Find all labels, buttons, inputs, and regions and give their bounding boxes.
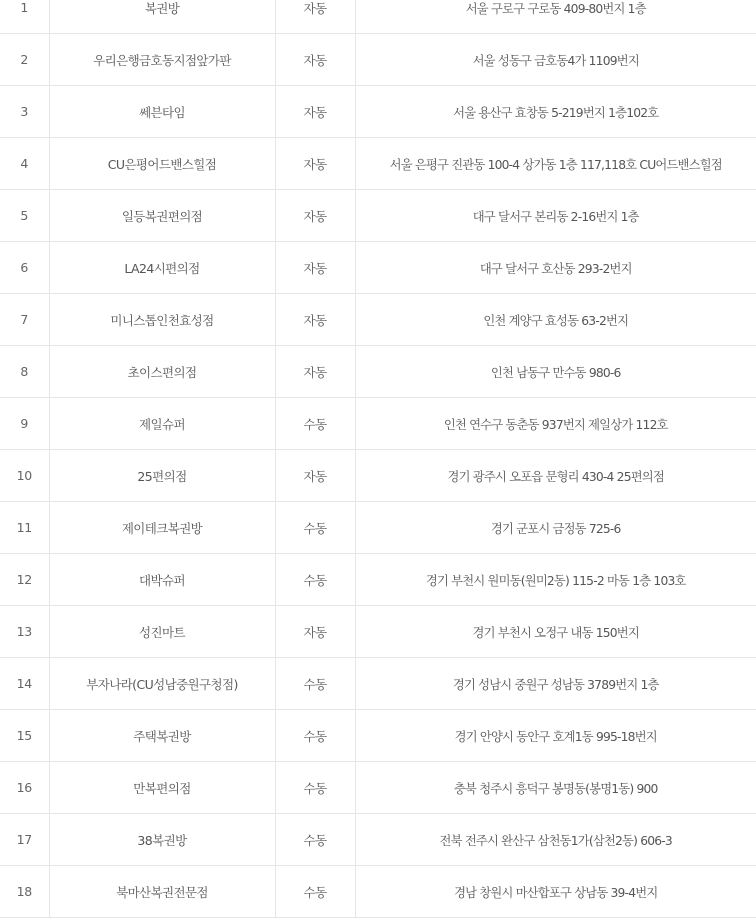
selection-type: 자동 [275, 138, 355, 190]
selection-type: 수동 [275, 814, 355, 866]
store-address: 경남 창원시 마산합포구 상남동 39-4번지 [355, 866, 756, 918]
row-number: 9 [0, 398, 49, 450]
store-address: 경기 성남시 중원구 성남동 3789번지 1층 [355, 658, 756, 710]
table-row [0, 710, 756, 762]
table-row [0, 814, 756, 866]
store-address: 전북 전주시 완산구 삼천동1가(삼천2동) 606-3 [355, 814, 756, 866]
row-number: 11 [0, 502, 49, 554]
store-name: 미니스톱인천효성점 [49, 294, 275, 346]
selection-type: 자동 [275, 0, 355, 34]
store-address: 서울 은평구 진관동 100-4 상가동 1층 117,118호 CU어드밴스힐점 [355, 138, 756, 190]
row-number: 6 [0, 242, 49, 294]
selection-type: 수동 [275, 502, 355, 554]
row-number: 18 [0, 866, 49, 918]
store-name: 일등복권편의점 [49, 190, 275, 242]
row-number: 15 [0, 710, 49, 762]
store-name: 대박슈퍼 [49, 554, 275, 606]
row-number: 5 [0, 190, 49, 242]
store-name: 부자나라(CU성남중원구청점) [49, 658, 275, 710]
store-name: 만복편의점 [49, 762, 275, 814]
table-row [0, 242, 756, 294]
table-row [0, 0, 756, 34]
store-address: 경기 군포시 금정동 725-6 [355, 502, 756, 554]
table-row [0, 554, 756, 606]
selection-type: 자동 [275, 242, 355, 294]
store-address: 인천 계양구 효성동 63-2번지 [355, 294, 756, 346]
store-name: LA24시편의점 [49, 242, 275, 294]
table-row [0, 762, 756, 814]
store-address: 경기 부천시 오정구 내동 150번지 [355, 606, 756, 658]
store-address: 서울 성동구 금호동4가 1109번지 [355, 34, 756, 86]
table-row [0, 606, 756, 658]
selection-type: 수동 [275, 658, 355, 710]
selection-type: 자동 [275, 86, 355, 138]
row-number: 1 [0, 0, 49, 34]
store-address: 서울 구로구 구로동 409-80번지 1층 [355, 0, 756, 34]
store-name: 성진마트 [49, 606, 275, 658]
store-name: 북마산복권전문점 [49, 866, 275, 918]
store-name: 주택복권방 [49, 710, 275, 762]
table-row [0, 294, 756, 346]
store-name: 38복권방 [49, 814, 275, 866]
store-name: 제일슈퍼 [49, 398, 275, 450]
table-row [0, 86, 756, 138]
store-address: 경기 안양시 동안구 호계1동 995-18번지 [355, 710, 756, 762]
store-address: 경기 광주시 오포읍 문형리 430-4 25편의점 [355, 450, 756, 502]
store-address: 인천 연수구 동춘동 937번지 제일상가 112호 [355, 398, 756, 450]
selection-type: 자동 [275, 190, 355, 242]
row-number: 12 [0, 554, 49, 606]
row-number: 17 [0, 814, 49, 866]
row-number: 2 [0, 34, 49, 86]
store-name: 초이스편의점 [49, 346, 275, 398]
row-number: 3 [0, 86, 49, 138]
store-address: 충북 청주시 흥덕구 봉명동(봉명1동) 900 [355, 762, 756, 814]
selection-type: 수동 [275, 710, 355, 762]
store-name: 제이테크복권방 [49, 502, 275, 554]
row-number: 14 [0, 658, 49, 710]
row-number: 10 [0, 450, 49, 502]
store-name: 쎄븐타임 [49, 86, 275, 138]
table-row [0, 138, 756, 190]
store-name: 우리은행금호동지점앞가판 [49, 34, 275, 86]
selection-type: 자동 [275, 450, 355, 502]
table-row [0, 450, 756, 502]
selection-type: 수동 [275, 762, 355, 814]
table-row [0, 34, 756, 86]
store-address: 경기 부천시 원미동(원미2동) 115-2 마동 1층 103호 [355, 554, 756, 606]
table-row [0, 502, 756, 554]
store-address: 대구 달서구 본리동 2-16번지 1층 [355, 190, 756, 242]
selection-type: 수동 [275, 866, 355, 918]
store-name: CU은평어드밴스힐점 [49, 138, 275, 190]
selection-type: 수동 [275, 554, 355, 606]
selection-type: 자동 [275, 606, 355, 658]
row-number: 8 [0, 346, 49, 398]
table-row [0, 658, 756, 710]
store-address: 대구 달서구 호산동 293-2번지 [355, 242, 756, 294]
store-address: 인천 남동구 만수동 980-6 [355, 346, 756, 398]
row-number: 13 [0, 606, 49, 658]
table-row [0, 398, 756, 450]
row-number: 4 [0, 138, 49, 190]
row-number: 7 [0, 294, 49, 346]
store-name: 복권방 [49, 0, 275, 34]
row-number: 16 [0, 762, 49, 814]
selection-type: 수동 [275, 398, 355, 450]
selection-type: 자동 [275, 346, 355, 398]
selection-type: 자동 [275, 34, 355, 86]
table-row [0, 346, 756, 398]
table-row [0, 866, 756, 918]
selection-type: 자동 [275, 294, 355, 346]
store-name: 25편의점 [49, 450, 275, 502]
table-row [0, 190, 756, 242]
store-address: 서울 용산구 효창동 5-219번지 1층102호 [355, 86, 756, 138]
